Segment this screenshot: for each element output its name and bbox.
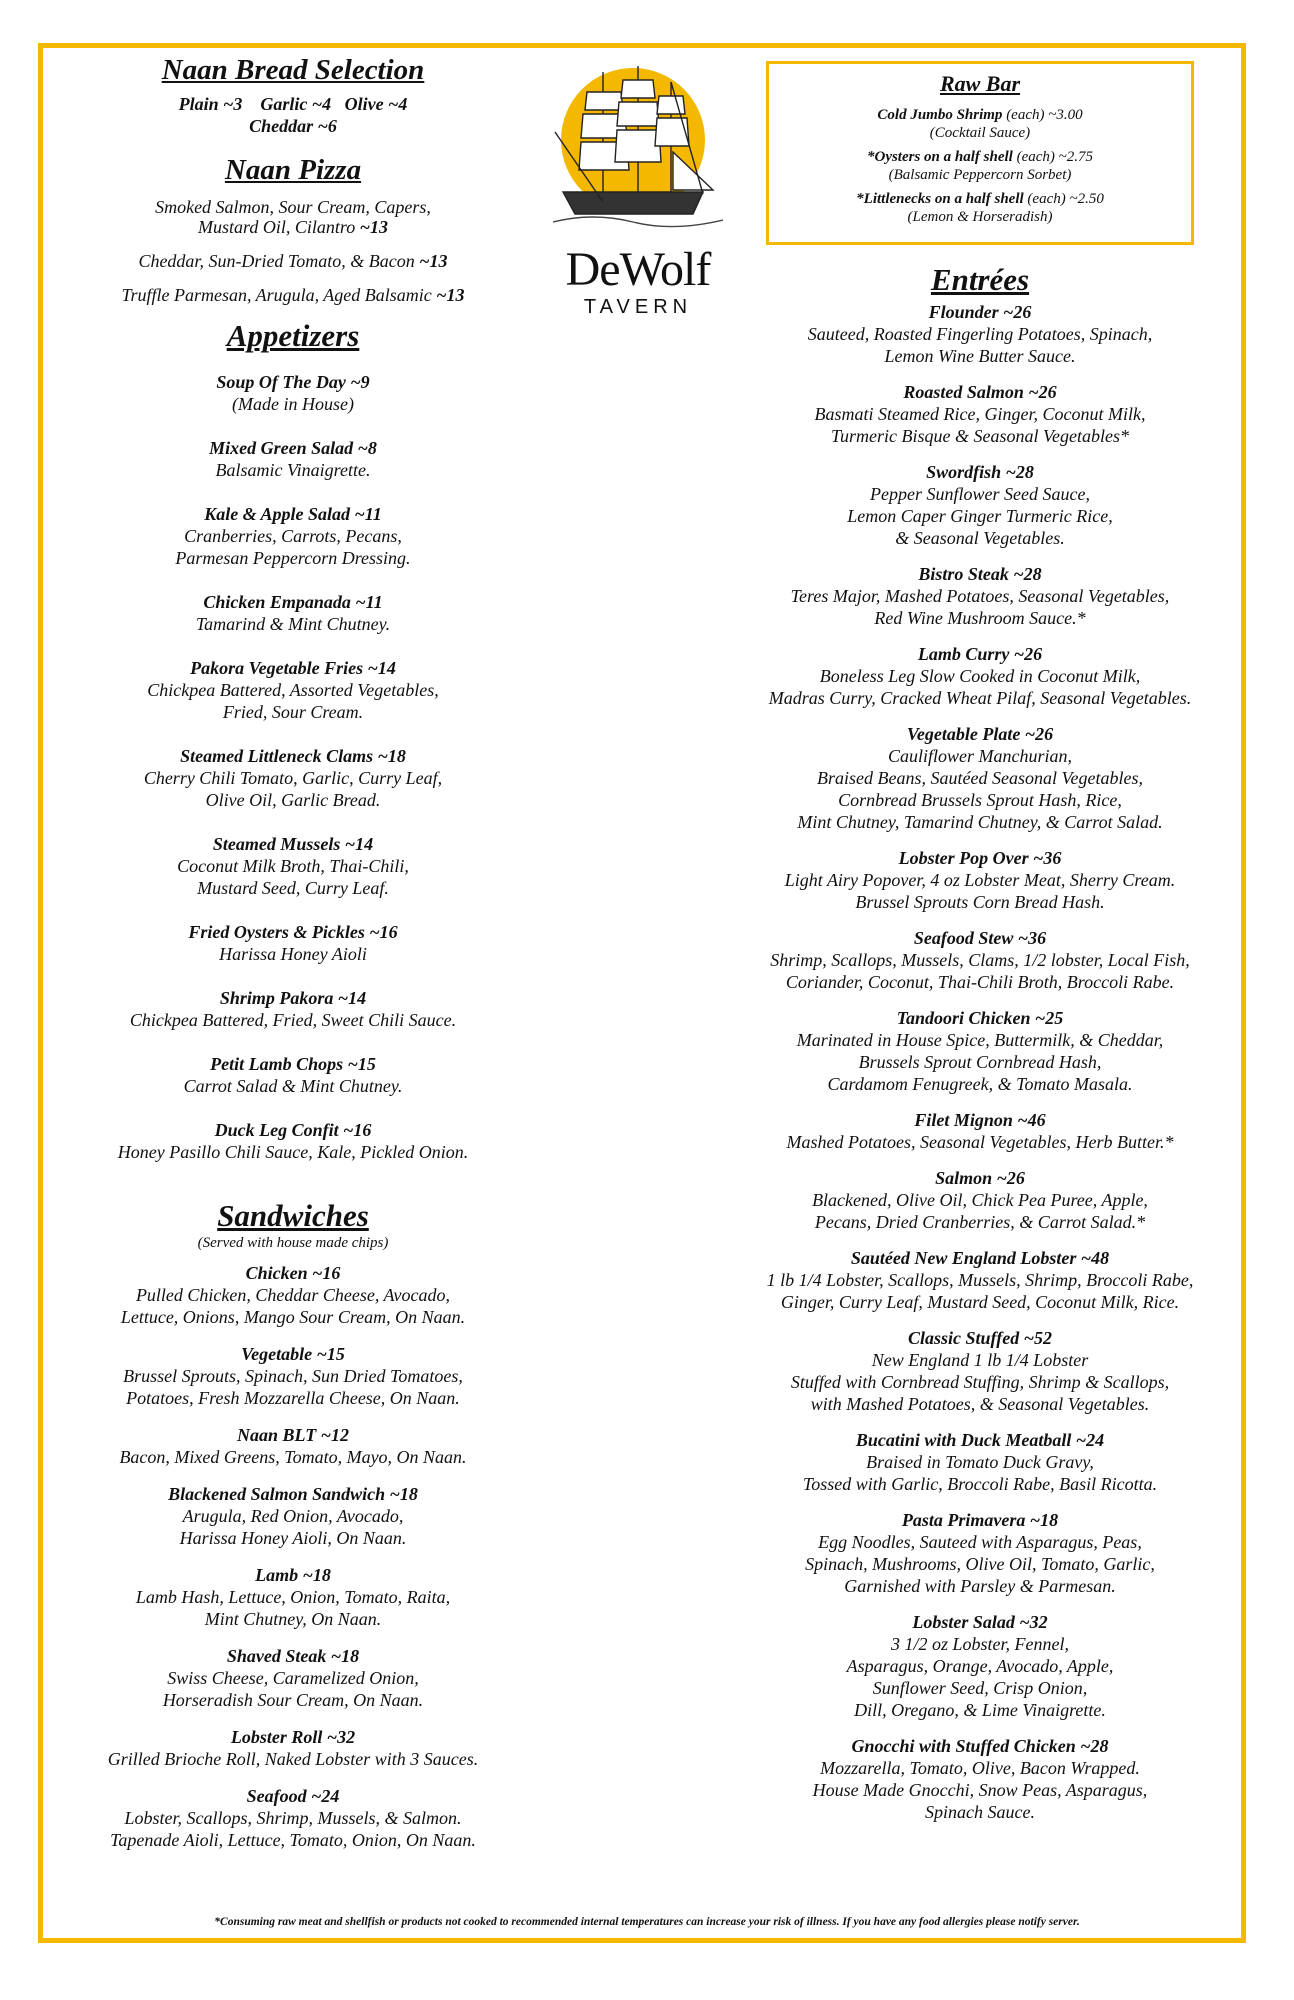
appetizer-item-name: Duck Leg Confit ~16 — [214, 1119, 372, 1140]
entrees-title: Entrées — [930, 262, 1030, 298]
sandwich-item-name: Lobster Roll ~32 — [230, 1726, 356, 1747]
sandwich-item-desc: Lettuce, Onions, Mango Sour Cream, On Naan. — [120, 1306, 466, 1327]
appetizer-item-desc: Parmesan Peppercorn Dressing. — [175, 547, 411, 568]
entree-item — [720, 723, 1240, 833]
sandwich-item-desc: Mint Chutney, On Naan. — [204, 1608, 382, 1629]
naan-bread-section — [58, 55, 528, 137]
entree-item — [720, 643, 1240, 709]
logo — [548, 62, 728, 319]
appetizer-item-name: Kale & Apple Salad ~11 — [204, 503, 382, 524]
raw-bar-name: Cold Jumbo Shrimp — [877, 107, 1003, 124]
entree-item-desc: New England 1 lb 1/4 Lobster — [871, 1350, 1089, 1371]
appetizer-item-name: Pakora Vegetable Fries ~14 — [190, 657, 396, 678]
entree-item — [720, 1327, 1240, 1415]
entree-item-desc: Mint Chutney, Tamarind Chutney, & Carrot Salad. — [797, 812, 1163, 833]
raw-bar-price: (each) ~2.50 — [1023, 191, 1104, 208]
sandwich-item-desc: Arugula, Red Onion, Avocado, — [182, 1505, 404, 1526]
appetizer-item — [58, 987, 528, 1031]
naan-pizza-desc: Smoked Salmon, Sour Cream, Capers, — [155, 196, 431, 217]
raw-bar-line — [775, 148, 1185, 166]
entree-item-desc: Lemon Wine Butter Sauce. — [884, 346, 1076, 367]
logo-subtitle: TAVERN — [583, 296, 693, 318]
sandwich-item — [58, 1564, 528, 1630]
entree-item-name: Bucatini with Duck Meatball ~24 — [855, 1430, 1105, 1451]
appetizer-item — [58, 371, 528, 415]
appetizer-item-name: Steamed Littleneck Clams ~18 — [180, 745, 406, 766]
sandwich-item — [58, 1645, 528, 1711]
entree-item-desc: Light Airy Popover, 4 oz Lobster Meat, Sherry Cream. — [784, 870, 1176, 891]
appetizer-item-desc: Balsamic Vinaigrette. — [215, 459, 371, 480]
entree-item-desc: Brussel Sprouts Corn Bread Hash. — [855, 892, 1105, 913]
entree-item-desc: Mozzarella, Tomato, Olive, Bacon Wrapped. — [820, 1758, 1140, 1779]
naan-pizza-price: ~13 — [419, 250, 448, 271]
sandwich-item — [58, 1483, 528, 1549]
sandwich-item-name: Shaved Steak ~18 — [226, 1645, 360, 1666]
entree-item — [720, 461, 1240, 549]
entree-item-desc: Mashed Potatoes, Seasonal Vegetables, Herb Butter.* — [786, 1132, 1174, 1153]
entree-item — [720, 1247, 1240, 1313]
entree-item-desc: Sunflower Seed, Crisp Onion, — [872, 1678, 1088, 1699]
appetizer-item — [58, 503, 528, 569]
sandwich-item-desc: Tapenade Aioli, Lettuce, Tomato, Onion, On Naan. — [110, 1829, 476, 1850]
appetizer-item-desc: Cranberries, Carrots, Pecans, — [184, 525, 402, 546]
naan-bread-prices: Plain ~3 Garlic ~4 Olive ~4 — [178, 93, 408, 114]
appetizer-item — [58, 745, 528, 811]
appetizer-item-desc: Chickpea Battered, Assorted Vegetables, — [147, 679, 439, 700]
sandwiches-section — [58, 1199, 528, 1851]
naan-pizza-title: Naan Pizza — [224, 153, 362, 186]
naan-pizza-item — [58, 251, 528, 271]
raw-bar-item — [775, 190, 1185, 226]
entree-item — [720, 1109, 1240, 1153]
entree-item-name: Lamb Curry ~26 — [917, 644, 1043, 665]
entrees-section — [720, 263, 1240, 1823]
raw-bar-line — [775, 106, 1185, 124]
appetizer-item — [58, 833, 528, 899]
entree-item-desc: Boneless Leg Slow Cooked in Coconut Milk, — [819, 666, 1141, 687]
entree-item — [720, 1735, 1240, 1823]
entree-item-desc: Spinach Sauce. — [925, 1802, 1035, 1823]
ship-logo-icon — [553, 62, 723, 237]
entree-item — [720, 847, 1240, 913]
sandwich-item-desc: Potatoes, Fresh Mozzarella Cheese, On Naan. — [126, 1387, 460, 1408]
entree-item-name: Seafood Stew ~36 — [913, 928, 1047, 949]
entree-item-name: Sautéed New England Lobster ~48 — [850, 1248, 1110, 1269]
entree-item-name: Bistro Steak ~28 — [918, 564, 1042, 585]
entree-item-desc: Cauliflower Manchurian, — [888, 746, 1072, 767]
sandwich-item-desc: Lobster, Scallops, Shrimp, Mussels, & Salmon. — [124, 1807, 462, 1828]
entree-item-desc: Brussels Sprout Cornbread Hash, — [858, 1052, 1102, 1073]
sandwich-item-name: Chicken ~16 — [245, 1262, 341, 1283]
sandwich-item-name: Blackened Salmon Sandwich ~18 — [168, 1483, 418, 1504]
appetizer-item-desc: Chickpea Battered, Fried, Sweet Chili Sauce. — [129, 1009, 457, 1030]
entree-item-desc: House Made Gnocchi, Snow Peas, Asparagus, — [812, 1780, 1148, 1801]
appetizer-item — [58, 657, 528, 723]
entree-item-desc: Garnished with Parsley & Parmesan. — [844, 1576, 1116, 1597]
naan-bread-cheddar: Cheddar ~6 — [249, 115, 337, 136]
raw-bar-name: *Littlenecks on a half shell — [856, 191, 1024, 208]
sandwich-item-name: Seafood ~24 — [246, 1785, 340, 1806]
entree-item-desc: Turmeric Bisque & Seasonal Vegetables* — [831, 426, 1129, 447]
raw-bar-item — [775, 106, 1185, 142]
entree-item-desc: Braised in Tomato Duck Gravy, — [866, 1452, 1094, 1473]
raw-bar-note: (Cocktail Sauce) — [929, 125, 1031, 142]
entree-item — [720, 381, 1240, 447]
entree-item-name: Pasta Primavera ~18 — [901, 1510, 1059, 1531]
sandwiches-subtitle: (Served with house made chips) — [197, 1234, 389, 1251]
appetizer-item — [58, 437, 528, 481]
raw-bar-price: (each) ~3.00 — [1002, 107, 1083, 124]
entree-item-desc: Blackened, Olive Oil, Chick Pea Puree, Apple, — [812, 1190, 1148, 1211]
naan-pizza-desc-2: Mustard Oil, Cilantro — [198, 216, 360, 237]
entree-item-desc: Cardamom Fenugreek, & Tomato Masala. — [827, 1074, 1133, 1095]
appetizer-item-name: Chicken Empanada ~11 — [203, 591, 383, 612]
sandwich-item — [58, 1343, 528, 1409]
sandwich-item — [58, 1262, 528, 1328]
entree-item-desc: Tossed with Garlic, Broccoli Rabe, Basil Ricotta. — [802, 1474, 1158, 1495]
raw-bar-item — [775, 148, 1185, 184]
entree-item-desc: Pecans, Dried Cranberries, & Carrot Salad.* — [814, 1212, 1146, 1233]
entree-item-desc: Pepper Sunflower Seed Sauce, — [870, 484, 1090, 505]
naan-pizza-item — [58, 285, 528, 305]
appetizer-item-name: Soup Of The Day ~9 — [216, 371, 370, 392]
appetizer-item-name: Mixed Green Salad ~8 — [209, 437, 377, 458]
entree-item — [720, 563, 1240, 629]
entree-item — [720, 1167, 1240, 1233]
naan-pizza-section — [58, 155, 528, 305]
appetizer-item-name: Steamed Mussels ~14 — [212, 833, 374, 854]
sandwich-item — [58, 1424, 528, 1468]
sandwich-item — [58, 1726, 528, 1770]
sandwich-item-desc: Harissa Honey Aioli, On Naan. — [179, 1527, 407, 1548]
entree-item-desc: Egg Noodles, Sauteed with Asparagus, Peas, — [818, 1532, 1142, 1553]
entree-item-name: Gnocchi with Stuffed Chicken ~28 — [851, 1736, 1109, 1757]
raw-bar-note: (Lemon & Horseradish) — [907, 209, 1053, 226]
appetizer-item — [58, 591, 528, 635]
appetizer-item-desc: Harissa Honey Aioli — [219, 943, 367, 964]
left-column — [58, 55, 528, 1866]
sandwich-item-name: Vegetable ~15 — [241, 1343, 345, 1364]
logo-name: DeWolf — [565, 243, 711, 296]
entree-item-name: Tandoori Chicken ~25 — [896, 1008, 1064, 1029]
entree-item-desc: with Mashed Potatoes, & Seasonal Vegetables. — [810, 1394, 1150, 1415]
entree-item-name: Classic Stuffed ~52 — [908, 1328, 1052, 1349]
entree-item-desc: Red Wine Mushroom Sauce.* — [874, 608, 1086, 629]
entree-item-desc: Teres Major, Mashed Potatoes, Seasonal Vegetables, — [790, 586, 1170, 607]
raw-bar-price: (each) ~2.75 — [1012, 149, 1094, 166]
sandwich-item — [58, 1785, 528, 1851]
appetizer-item-desc: Coconut Milk Broth, Thai-Chili, — [177, 855, 409, 876]
entree-item-desc: Coriander, Coconut, Thai-Chili Broth, Broccoli Rabe. — [785, 972, 1175, 993]
sandwich-item-desc: Pulled Chicken, Cheddar Cheese, Avocado, — [135, 1284, 451, 1305]
appetizer-item-desc: Fried, Sour Cream. — [222, 701, 364, 722]
appetizer-item-desc: Honey Pasillo Chili Sauce, Kale, Pickled Onion. — [117, 1141, 469, 1162]
entree-item-desc: Lemon Caper Ginger Turmeric Rice, — [847, 506, 1113, 527]
entree-item — [720, 1429, 1240, 1495]
raw-bar-line — [775, 190, 1185, 208]
raw-bar-title: Raw Bar — [939, 71, 1021, 96]
entree-item — [720, 1509, 1240, 1597]
allergy-footer: *Consuming raw meat and shellfish or products not cooked to recommended internal temperatures can increase your risk of illness. If you have any food allergies please notify server. — [214, 1916, 1080, 1928]
entree-item — [720, 301, 1240, 367]
entree-item-desc: Dill, Oregano, & Lime Vinaigrette. — [854, 1700, 1106, 1721]
entree-item-name: Lobster Pop Over ~36 — [898, 848, 1062, 869]
sandwich-item-desc: Bacon, Mixed Greens, Tomato, Mayo, On Naan. — [119, 1446, 467, 1467]
raw-bar-name: *Oysters on a half shell — [866, 149, 1013, 166]
appetizers-title: Appetizers — [226, 317, 360, 353]
appetizer-item-name: Shrimp Pakora ~14 — [219, 987, 367, 1008]
entree-item — [720, 1007, 1240, 1095]
entree-item-desc: Stuffed with Cornbread Stuffing, Shrimp & Scallops, — [790, 1372, 1170, 1393]
entree-item-desc: Marinated in House Spice, Buttermilk, & Cheddar, — [796, 1030, 1164, 1051]
naan-bread-title: Naan Bread Selection — [161, 54, 425, 86]
appetizer-item-name: Petit Lamb Chops ~15 — [210, 1053, 376, 1074]
entree-item-desc: Cornbread Brussels Sprout Hash, Rice, — [838, 790, 1122, 811]
sandwiches-title: Sandwiches — [217, 1197, 369, 1233]
entree-item-desc: & Seasonal Vegetables. — [895, 528, 1065, 549]
entree-item — [720, 927, 1240, 993]
appetizer-item — [58, 1053, 528, 1097]
appetizer-item-desc: Cherry Chili Tomato, Garlic, Curry Leaf, — [143, 767, 443, 788]
appetizer-item-desc: Mustard Seed, Curry Leaf. — [197, 877, 389, 898]
naan-pizza-price: ~13 — [436, 284, 465, 305]
sandwich-item-desc: Swiss Cheese, Caramelized Onion, — [167, 1667, 419, 1688]
appetizer-item — [58, 921, 528, 965]
sandwich-item-desc: Brussel Sprouts, Spinach, Sun Dried Tomatoes, — [123, 1365, 463, 1386]
entree-item-desc: Basmati Steamed Rice, Ginger, Coconut Milk, — [814, 404, 1146, 425]
entree-item-name: Filet Mignon ~46 — [914, 1110, 1046, 1131]
entree-item-desc: Spinach, Mushrooms, Olive Oil, Tomato, Garlic, — [805, 1554, 1155, 1575]
naan-pizza-desc: Truffle Parmesan, Arugula, Aged Balsamic — [121, 284, 437, 305]
sandwich-item-name: Naan BLT ~12 — [237, 1424, 349, 1445]
entree-item-desc: Madras Curry, Cracked Wheat Pilaf, Seasonal Vegetables. — [768, 688, 1192, 709]
appetizer-item-name: Fried Oysters & Pickles ~16 — [188, 921, 398, 942]
entree-item-name: Flounder ~26 — [928, 302, 1032, 323]
sandwich-item-desc: Horseradish Sour Cream, On Naan. — [162, 1689, 424, 1710]
appetizer-item-desc: Tamarind & Mint Chutney. — [195, 613, 391, 634]
entree-item-name: Swordfish ~28 — [926, 462, 1034, 483]
entree-item-desc: Shrimp, Scallops, Mussels, Clams, 1/2 lobster, Local Fish, — [770, 950, 1190, 971]
entree-item-desc: 3 1/2 oz Lobster, Fennel, — [891, 1634, 1069, 1655]
appetizer-item-desc: (Made in House) — [232, 393, 354, 414]
right-column — [720, 55, 1240, 1837]
naan-pizza-price: ~13 — [359, 216, 388, 237]
entree-item-desc: Asparagus, Orange, Avocado, Apple, — [846, 1656, 1114, 1677]
appetizer-item-desc: Carrot Salad & Mint Chutney. — [183, 1075, 403, 1096]
appetizer-item — [58, 1119, 528, 1163]
entree-item-desc: Sauteed, Roasted Fingerling Potatoes, Spinach, — [807, 324, 1153, 345]
sandwich-item-desc: Lamb Hash, Lettuce, Onion, Tomato, Raita, — [135, 1586, 451, 1607]
entree-item-name: Salmon ~26 — [935, 1168, 1025, 1189]
appetizer-item-desc: Olive Oil, Garlic Bread. — [205, 789, 381, 810]
sandwich-item-name: Lamb ~18 — [255, 1564, 331, 1585]
entree-item — [720, 1611, 1240, 1721]
entree-item-desc: Ginger, Curry Leaf, Mustard Seed, Coconut Milk, Rice. — [780, 1292, 1180, 1313]
raw-bar-box — [766, 61, 1194, 245]
entree-item-desc: Braised Beans, Sautéed Seasonal Vegetables, — [817, 768, 1143, 789]
appetizers-section — [58, 319, 528, 1163]
entree-item-name: Vegetable Plate ~26 — [906, 724, 1054, 745]
naan-pizza-item — [58, 197, 528, 237]
naan-pizza-desc: Cheddar, Sun-Dried Tomato, & Bacon — [138, 250, 420, 271]
sandwich-item-desc: Grilled Brioche Roll, Naked Lobster with 3 Sauces. — [107, 1748, 479, 1769]
entree-item-desc: 1 lb 1/4 Lobster, Scallops, Mussels, Shrimp, Broccoli Rabe, — [766, 1270, 1194, 1291]
raw-bar-note: (Balsamic Peppercorn Sorbet) — [888, 167, 1072, 184]
entree-item-name: Roasted Salmon ~26 — [903, 382, 1057, 403]
entree-item-name: Lobster Salad ~32 — [912, 1612, 1048, 1633]
